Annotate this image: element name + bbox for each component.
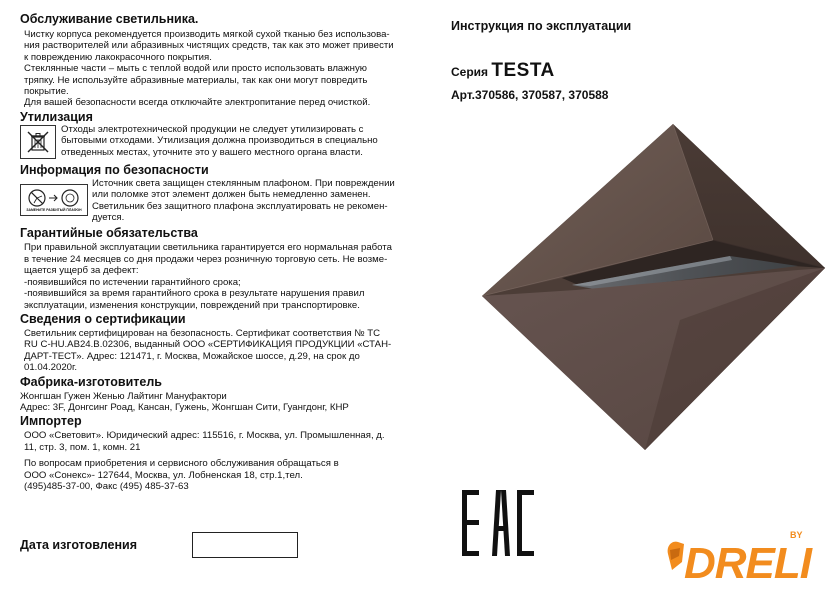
section-heading: Фабрика-изготовитель bbox=[20, 374, 162, 389]
text-line: отведенных местах, уточните это у вашего местного органа власти. bbox=[61, 146, 363, 158]
text-line: тряпку. Не используйте абразивные материалы, так как они могут повредить bbox=[24, 74, 368, 86]
text-line: щается ущерб за дефект: bbox=[24, 265, 139, 277]
page-title: Инструкция по эксплуатации bbox=[451, 19, 632, 33]
text-line: Жонгшан Гужен Женью Лайтинг Мануфактори bbox=[20, 390, 227, 402]
text-line: бытовыми отходами. Утилизация должна производиться в специально bbox=[61, 135, 378, 147]
text-line: ООО «Сонекс»- 127644, Москва, ул. Лобненская 18, стр.1,тел. bbox=[24, 469, 303, 481]
text-line: Светильник без защитного плафона эксплуатировать не рекомен- bbox=[92, 200, 388, 212]
series-label: Серия bbox=[451, 65, 489, 79]
brand-superscript: BY bbox=[790, 530, 803, 540]
icon-caption: ЗАМЕНИТЕ РАЗБИТЫЙ ПЛАФОН bbox=[26, 207, 82, 212]
text-line: или поломке этот элемент должен быть немедленно заменен. bbox=[92, 189, 371, 201]
production-date-field[interactable] bbox=[192, 532, 298, 558]
maintenance-section bbox=[20, 12, 420, 109]
section-heading: Импортер bbox=[20, 414, 82, 429]
section-heading: Обслуживание светильника. bbox=[20, 12, 199, 26]
text-line: При правильной эксплуатации светильника гарантируется его нормальная работа bbox=[24, 242, 392, 254]
crossed-bin-icon bbox=[20, 125, 56, 159]
text-line: к повреждению лакокрасочного покрытия. bbox=[24, 51, 212, 63]
brand-name: DRELI bbox=[684, 539, 811, 586]
left-column bbox=[20, 12, 420, 492]
production-date-label: Дата изготовления bbox=[20, 538, 138, 552]
section-heading: Информация по безопасности bbox=[20, 162, 209, 177]
section-heading: Утилизация bbox=[20, 109, 93, 124]
text-line: RU C-HU.AB24.B.02306, выданный ООО «СЕРТИФИКАЦИЯ ПРОДУКЦИИ «СТАН- bbox=[24, 339, 392, 351]
broken-glass-warning-icon bbox=[20, 184, 88, 216]
text-line: Адрес: 3F, Донгсинг Роад, Кансан, Гужень, Жонгшан Сити, Гуангдонг, КНР bbox=[20, 401, 349, 413]
text-line: ДАРТ-ТЕСТ». Адрес: 121471, г. Москва, Можайское шоссе, д.29, на срок до bbox=[24, 350, 360, 362]
dreli-logo bbox=[664, 520, 814, 586]
text-line: Для вашей безопасности всегда отключайте электропитание перед очисткой. bbox=[24, 97, 371, 109]
pyramid-wall-lamp-image bbox=[480, 120, 830, 470]
text-line: в течение 24 месяцев со дня продажи через розничную торговую сеть. Не возме- bbox=[24, 253, 388, 265]
section-heading: Сведения о сертификации bbox=[20, 311, 186, 326]
warranty-section bbox=[20, 226, 420, 310]
text-line: Источник света защищен стеклянным плафоном. При повреждении bbox=[92, 177, 395, 189]
series-name: TESTA bbox=[491, 60, 555, 81]
importer-section bbox=[20, 414, 420, 492]
certification-section bbox=[20, 312, 420, 374]
text-line: По вопросам приобретения и сервисного обслуживания обращаться в bbox=[24, 458, 339, 470]
text-line: эксплуатации, изменения конструкции, повреждений при транспортировке. bbox=[24, 299, 360, 311]
text-line: покрытие. bbox=[24, 86, 69, 98]
text-line: ООО «Световит». Юридический адрес: 115516, г. Москва, ул. Промышленная, д. bbox=[24, 430, 385, 442]
text-line: Стеклянные части – мыть с теплой водой или просто использовать влажную bbox=[24, 63, 367, 75]
text-line: Отходы электротехнической продукции не следует утилизировать с bbox=[61, 123, 364, 135]
safety-section bbox=[20, 163, 420, 224]
text-line: 11, стр. 3, пом. 1, комн. 21 bbox=[24, 441, 141, 453]
series-line bbox=[451, 60, 555, 82]
right-column bbox=[440, 0, 840, 594]
section-heading: Гарантийные обязательства bbox=[20, 226, 198, 241]
text-line: Светильник сертифицирован на безопасность. Сертификат соответствия № ТС bbox=[24, 327, 381, 339]
text-line: Чистку корпуса рекомендуется производить мягкой сухой тканью без использова- bbox=[24, 29, 390, 40]
text-line: ния растворителей или абразивных чистящих средств, так как это может привести bbox=[24, 40, 394, 52]
text-line: 01.04.2020г. bbox=[24, 362, 78, 374]
text-line: -появившийся за время гарантийного срока в результате нарушения правил bbox=[24, 288, 365, 300]
text-line: -появившийся по истечении гарантийного срока; bbox=[24, 276, 241, 288]
disposal-section bbox=[20, 110, 420, 159]
article-numbers: Арт.370586, 370587, 370588 bbox=[451, 88, 609, 102]
text-line: дуется. bbox=[92, 212, 125, 224]
text-line: (495)485-37-00, Факс (495) 485-37-63 bbox=[24, 480, 189, 492]
eac-mark bbox=[462, 490, 534, 556]
manufacturer-section bbox=[20, 375, 420, 414]
